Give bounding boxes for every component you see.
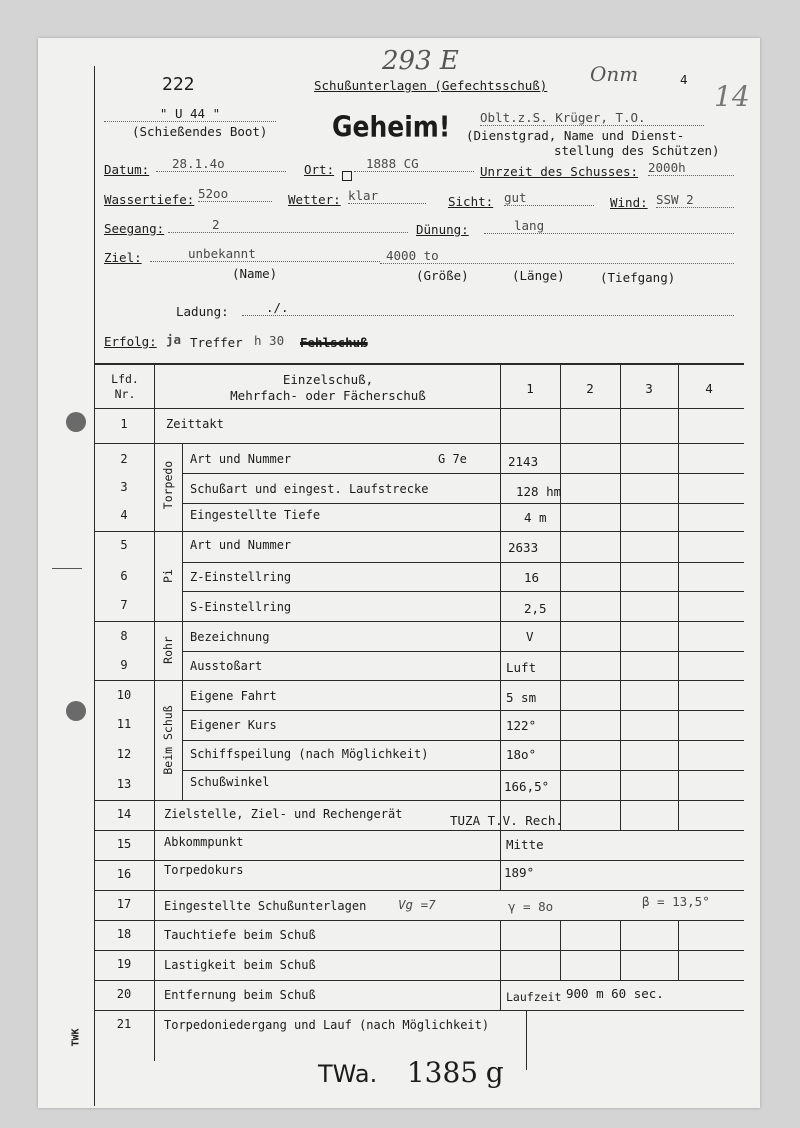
row-line (94, 830, 744, 831)
boat-value: " U 44 " (104, 106, 276, 122)
row-line (94, 621, 744, 622)
col-line-1b (500, 830, 501, 890)
margin-dash (52, 568, 82, 569)
row-label-4: Eingestellte Tiefe (190, 508, 321, 522)
wassertiefe-value: 52oo (198, 186, 272, 202)
row-label-6: Z-Einstellring (190, 570, 292, 584)
row-number-1: 1 (120, 417, 128, 431)
row-line (182, 473, 744, 474)
row-line (182, 740, 744, 741)
row-line (94, 531, 744, 532)
wind-label: Wind: (610, 195, 648, 210)
name-label: (Name) (232, 266, 278, 281)
group-label-torpedo: Torpedo (161, 460, 175, 510)
ziel-value: unbekannt (150, 246, 380, 262)
archive-stamp-number: 1385 (406, 1056, 479, 1089)
row-label-7: S-Einstellring (190, 600, 292, 614)
row-value-2: 2143 (508, 454, 539, 469)
row-line (94, 890, 744, 891)
col-line-group (182, 443, 183, 800)
row-line (182, 651, 744, 652)
ziel-size-value: 4000 to (380, 248, 734, 264)
treffer-value: h 30 (254, 333, 285, 348)
row-value-5: 2633 (508, 540, 539, 555)
row-number-9: 9 (120, 658, 128, 672)
row-label-11: Eigener Kurs (190, 718, 277, 732)
erfolg-label: Erfolg: (104, 334, 157, 349)
wassertiefe-label: Wassertiefe: (104, 192, 195, 207)
duenung-label: Dünung: (416, 222, 469, 237)
row-line (94, 443, 744, 444)
ort-label: Ort: (304, 162, 335, 177)
row-number-8: 8 (120, 629, 128, 643)
row-label-19: Lastigkeit beim Schuß (164, 958, 316, 972)
group-label-rohr: Rohr (161, 636, 175, 664)
row-line (182, 503, 744, 504)
row-number-11: 11 (116, 717, 132, 731)
row-number-6: 6 (120, 569, 128, 583)
row-label-8: Bezeichnung (190, 630, 270, 644)
fehlschuss-struck: Fehlschuß (300, 335, 368, 350)
punch-hole-bottom (66, 701, 86, 721)
row-line (94, 980, 744, 981)
row-value-13: 166,5° (504, 779, 550, 794)
wind-value: SSW 2 (656, 192, 734, 208)
row-label-12: Schiffspeilung (nach Möglichkeit) (190, 747, 429, 761)
ladung-value: ./. (242, 300, 734, 316)
wetter-value: klar (348, 188, 426, 204)
group-label-beim-schuss: Beim Schuß (161, 705, 175, 775)
col-header-2: 2 (586, 381, 594, 396)
row-number-7: 7 (120, 598, 128, 612)
row-number-18: 18 (116, 927, 132, 941)
row-number-10: 10 (116, 688, 132, 702)
col-header-4: 4 (705, 381, 713, 396)
tiefgang-label: (Tiefgang) (600, 270, 676, 285)
sicht-value: gut (504, 190, 594, 206)
row-extra-2: G 7e (438, 452, 467, 466)
col-line-2 (560, 365, 561, 830)
col-line-nr (154, 365, 155, 1061)
row-line (94, 680, 744, 681)
row-value-9: Luft (506, 660, 537, 675)
wetter-label: Wetter: (288, 192, 341, 207)
row-value-14: TUZA T.V. Rech. (450, 813, 563, 828)
archive-stamp (318, 1056, 504, 1089)
shooter-value: Oblt.z.S. Krüger, T.O. (480, 110, 704, 126)
row-label-10: Eigene Fahrt (190, 689, 277, 703)
row-value-12: 18o° (506, 747, 537, 762)
row-number-4: 4 (120, 508, 128, 522)
seegang-value: 2 (168, 217, 408, 233)
row-label-13: Schußwinkel (190, 775, 270, 789)
col-line-1 (500, 365, 501, 830)
row-line (182, 710, 744, 711)
row-number-20: 20 (116, 987, 132, 1001)
row-number-19: 19 (116, 957, 132, 971)
row-value-17-beta: β = 13,5° (642, 894, 710, 909)
col-line-3 (620, 365, 621, 830)
row-number-21: 21 (116, 1017, 132, 1031)
ort-value: 1888 CG (354, 156, 474, 172)
row-label-5: Art und Nummer (190, 538, 292, 552)
row-label-18: Tauchtiefe beim Schuß (164, 928, 316, 942)
ort-checkbox[interactable] (340, 165, 352, 184)
ladung-label: Ladung: (176, 304, 229, 319)
row-number-13: 13 (116, 777, 132, 791)
group-label-pi: Pi (161, 569, 175, 583)
col-line-4 (678, 365, 679, 830)
col-header-lfd (96, 372, 154, 402)
ziel-label: Ziel: (104, 250, 142, 265)
punch-hole-top (66, 412, 86, 432)
row-number-12: 12 (116, 747, 132, 761)
row-line (182, 770, 744, 771)
row-value-17-gamma: γ = 8o (508, 899, 554, 914)
row-line (94, 408, 744, 409)
row21-divider (526, 1010, 527, 1070)
col-header-desc-line1: Einzelschuß, (282, 372, 374, 387)
col-line-1c (500, 920, 501, 980)
handwritten-margin-mark: 14 (714, 80, 750, 113)
row-value-17-vg: Vg =7 (398, 897, 436, 912)
row-line (94, 950, 744, 951)
col-header-desc-line2: Mehrfach- oder Fächerschuß (230, 388, 426, 403)
datum-label: Datum: (104, 162, 150, 177)
margin-mark: TWK (70, 1028, 82, 1047)
shooter-label-1: (Dienstgrad, Name und Dienst- (466, 128, 685, 143)
row-value-11: 122° (506, 718, 537, 733)
row-value-10: 5 sm (506, 690, 537, 705)
row-label-14: Zielstelle, Ziel- und Rechengerät (164, 807, 403, 821)
treffer-label: Treffer (190, 335, 243, 350)
table-top-border (94, 363, 744, 365)
row-line (182, 562, 744, 563)
col-header-lfd-line2: Nr. (114, 387, 136, 401)
handwritten-mark: Onm (590, 62, 639, 86)
row-label-21: Torpedoniedergang und Lauf (nach Möglichkeit) (164, 1018, 490, 1032)
row-value-20: 900 m 60 sec. (566, 986, 664, 1001)
row-number-5: 5 (120, 538, 128, 552)
laenge-label: (Länge) (512, 268, 565, 283)
row-line (94, 920, 744, 921)
row-laufzeit-20: Laufzeit (506, 990, 562, 1004)
row-label-1: Zeittakt (166, 417, 224, 431)
row-number-2: 2 (120, 452, 128, 466)
col-line-4b (678, 920, 679, 980)
col-line-1d (500, 980, 501, 1010)
archive-stamp-prefix: TWa. (318, 1060, 378, 1088)
row-label-20: Entfernung beim Schuß (164, 988, 316, 1002)
row-value-15: Mitte (506, 837, 544, 852)
uhrzeit-label: Unrzeit des Schusses: (480, 164, 639, 179)
secret-stamp: Geheim! (332, 109, 451, 144)
row-line (182, 591, 744, 592)
sicht-label: Sicht: (448, 194, 494, 209)
col-header-lfd-line1: Lfd. (111, 372, 139, 386)
archive-stamp-suffix: g (485, 1056, 504, 1089)
col-line-3b (620, 920, 621, 980)
row-value-7: 2,5 (524, 601, 547, 616)
row-number-17: 17 (116, 897, 132, 911)
col-header-desc (156, 372, 500, 404)
row-label-17: Eingestellte Schußunterlagen (164, 899, 367, 913)
col-line-2b (560, 920, 561, 980)
row-label-15: Abkommpunkt (164, 835, 244, 849)
row-number-16: 16 (116, 867, 132, 881)
handwritten-archive-number: 293 E (382, 46, 459, 76)
row-label-16: Torpedokurs (164, 863, 244, 877)
document-page (38, 38, 760, 1108)
row-value-6: 16 (524, 570, 540, 585)
col-header-3: 3 (645, 381, 653, 396)
page-number: 222 (162, 74, 195, 95)
row-line (94, 800, 744, 801)
form-title: Schußunterlagen (Gefechtsschuß) (314, 78, 548, 93)
row-label-9: Ausstoßart (190, 659, 263, 673)
row-value-4: 4 m (524, 510, 547, 525)
groesse-label: (Größe) (416, 268, 469, 283)
row-value-3: 128 hm (516, 484, 562, 499)
mark-number: 4 (680, 72, 688, 87)
uhrzeit-value: 2000h (648, 160, 734, 176)
row-line (94, 1010, 744, 1011)
row-number-3: 3 (120, 480, 128, 494)
datum-value: 28.1.4o (156, 156, 286, 172)
boat-label: (Schießendes Boot) (132, 124, 268, 139)
row-number-15: 15 (116, 837, 132, 851)
row-value-16: 189° (504, 865, 535, 880)
duenung-value: lang (484, 218, 734, 234)
shooter-label-2: stellung des Schützen) (554, 143, 720, 158)
row-label-2: Art und Nummer (190, 452, 292, 466)
row-number-14: 14 (116, 807, 132, 821)
row-label-3: Schußart und eingest. Laufstrecke (190, 482, 429, 496)
col-header-1: 1 (526, 381, 534, 396)
seegang-label: Seegang: (104, 221, 165, 236)
row-value-8: V (526, 629, 534, 644)
row-line (94, 860, 744, 861)
erfolg-value: ja (166, 332, 182, 347)
